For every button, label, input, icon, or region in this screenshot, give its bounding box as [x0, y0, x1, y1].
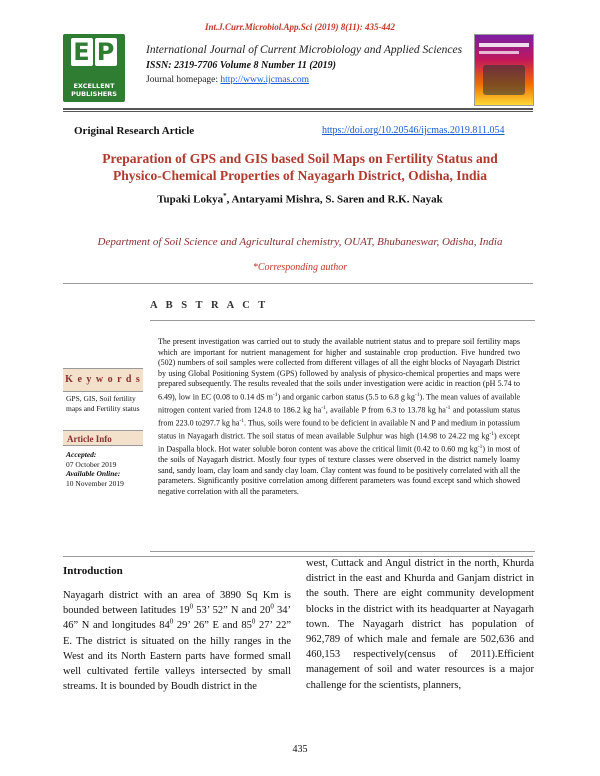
- title-line-1: Preparation of GPS and GIS based Soil Maps on Fertility Status and: [102, 151, 498, 166]
- accepted-label: Accepted:: [66, 450, 97, 459]
- abstract-text: The present investigation was carried out to study the available nutrient status and to prepare soil fertility maps which are important for nutrient management for higher and sustainable crop production. Five hundred two (502) numbers of soil samples were collected from different villages of all the eight blocks of Nayagarh District by using Global Positioning System (GPS) followed by analysis of physico-chemical properties and maps were prepared subsequently. The results revealed that the soils under investigation were acidic in reaction (pH 5.74 to 6.49), low in EC (0.08 to 0.14 dS $m^{-1}$) and organic carbon status (5.5 to 6.8 g $kg^{-1}$). The mean values of available nitrogen content varied from 124.8 to 186.2 kg $ha^{-1}$, available P from 6.3 to 13.78 kg $ha^{-1}$ and potassium status from 223.0 to297.7 kg $ha^{-1}$. Thus, soils were found to be deficient in available N and P and medium in potassium status in Nayagarh district. The soil status of mean available Sulphur was high (14.98 to 24.22 mg $kg^{-1}$) except in Daspalla block. Hot water soluble boron content was above the critical limit (0.42 to 0.60 mg $kg^{-1}$) in most of the soils of Nayagarh district. Mostly four types of texture classes were observed in the district namely loamy sand, sandy loam, clay loam and sandy clay loam. Clay content was found to be positively correlated with all the parameters. Significantly positive correlation among different parameters was found except sand which showed negative correlation with all the parameters.: [158, 337, 520, 496]
- header-divider-thin: [63, 111, 533, 112]
- corresponding-mark: *: [223, 192, 227, 200]
- logo-letter-e: E: [71, 38, 93, 66]
- journal-issn: ISSN: 2319-7706 Volume 8 Number 11 (2019): [146, 60, 337, 71]
- logo-letter-p: P: [96, 38, 116, 66]
- abstract-heading: A B S T R A C T: [150, 300, 269, 311]
- authors: [70, 192, 530, 206]
- section-divider: [63, 283, 533, 284]
- publisher-logo: [63, 34, 125, 102]
- accepted-date: 07 October 2019: [66, 459, 117, 469]
- logo-line-2: PUBLISHERS: [71, 90, 117, 98]
- author-lead: Tupaki Lokya: [157, 193, 224, 206]
- journal-homepage: [146, 75, 309, 85]
- homepage-link[interactable]: http://www.ijcmas.com: [220, 75, 309, 85]
- title-line-2: Physico-Chemical Properties of Nayagarh District, Odisha, India: [113, 168, 487, 183]
- page-number: 435: [292, 744, 308, 755]
- header-divider: [63, 108, 533, 110]
- homepage-label: Journal homepage:: [146, 75, 221, 85]
- intro-right-column: west, Cuttack and Angul district in the north, Khurda district in the east and Khurda and Ganjam district in the south. There are eight community development blocks in the district with its headquarter at Nayagarh town. The Nayagarh district has population of 962,789 of which male and female are 502,636 and 460,153 respectively(census of 2011).Efficient management of soil and water resources is a major challenge for the scientists, planners,: [306, 558, 534, 691]
- article-info-text: [66, 450, 144, 488]
- article-info-heading: Article Info: [63, 430, 143, 446]
- affiliation: Department of Soil Science and Agricultural chemistry, OUAT, Bhubaneswar, Odisha, India: [97, 236, 503, 248]
- authors-rest: , Antaryami Mishra, S. Saren and R.K. Nayak: [226, 193, 443, 206]
- corresponding-author: *Corresponding author: [252, 262, 348, 273]
- introduction-heading: Introduction: [63, 565, 123, 577]
- doi-link[interactable]: https://doi.org/10.20546/ijcmas.2019.811.054: [322, 125, 505, 136]
- keywords-heading: K e y w o r d s: [63, 368, 143, 392]
- journal-name: International Journal of Current Microbiology and Applied Sciences: [146, 44, 463, 56]
- article-title: [70, 150, 530, 184]
- keywords-text: GPS, GIS, Soil fertility maps and Fertility status: [66, 394, 140, 413]
- journal-cover-image: [474, 34, 534, 106]
- running-head: Int.J.Curr.Microbiol.App.Sci (2019) 8(11): 435-442: [204, 22, 395, 32]
- logo-line-1: EXCELLENT: [73, 82, 115, 90]
- intro-left-column: Nayagarh district with an area of 3890 Sq Km is bounded between latitudes $19^0$ 53’ 52” N and $20^0$ 34’ 46” N and longitudes $84^0$ 29’ 26” E and $85^0$ 27’ 22” E. The district is situated on the hilly ranges in the West and its North Eastern parts have formed small well cultivated fertile valleys intersected by small streams. It is bounded by Boudh district in the: [63, 590, 292, 693]
- article-type: Original Research Article: [74, 125, 195, 137]
- online-date: 10 November 2019: [66, 478, 124, 488]
- online-label: Available Online:: [66, 469, 121, 478]
